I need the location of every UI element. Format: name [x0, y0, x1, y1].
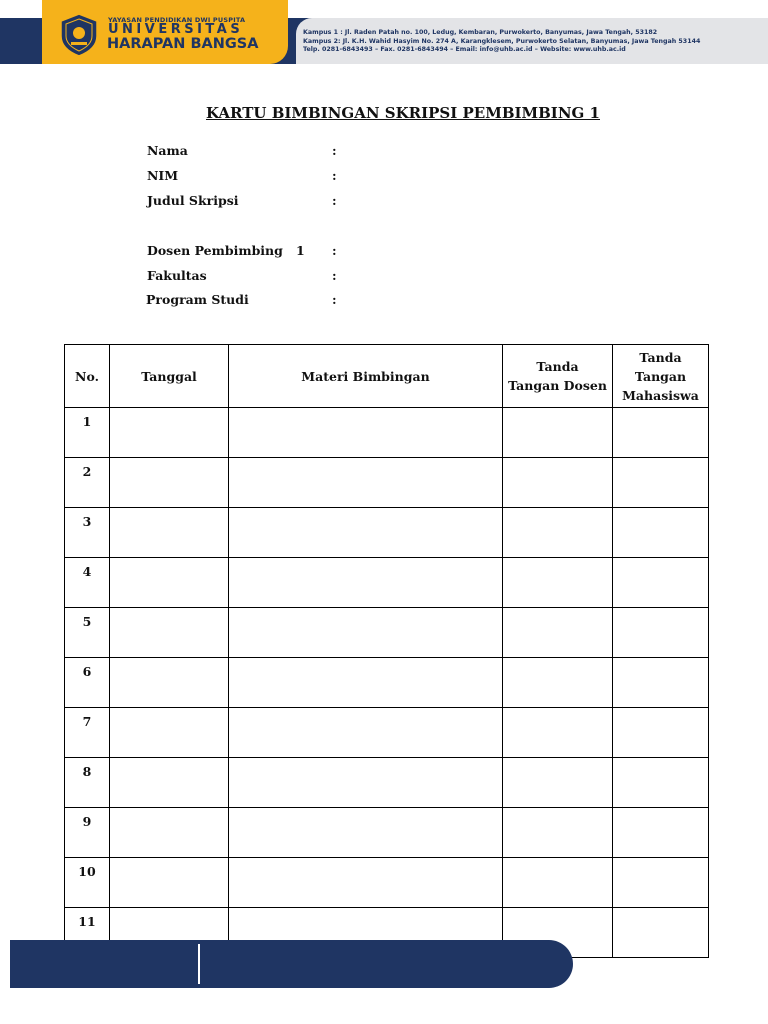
row-number: 4 [65, 558, 110, 608]
guidance-table [64, 344, 709, 958]
row-number: 11 [65, 908, 110, 958]
cell-tanggal [110, 508, 229, 558]
row-number: 9 [65, 808, 110, 858]
university-name-line1: UNIVERSITAS [108, 22, 244, 37]
header-tanggal: Tanggal [110, 345, 229, 408]
table-row [65, 458, 709, 508]
table-row [65, 858, 709, 908]
cell-ttd-mahasiswa [613, 858, 709, 908]
cell-ttd-dosen [503, 808, 613, 858]
row-number: 8 [65, 758, 110, 808]
header-materi-bimbingan: Materi Bimbingan [229, 345, 503, 408]
row-number: 7 [65, 708, 110, 758]
header-no: No. [65, 345, 110, 408]
field-colon: : [332, 292, 337, 307]
table-row [65, 708, 709, 758]
row-number: 1 [65, 408, 110, 458]
cell-ttd-dosen [503, 758, 613, 808]
field-colon: : [332, 268, 337, 283]
header-tanda-tangan-dosen [503, 345, 613, 408]
field-label-nim: NIM [147, 168, 179, 183]
cell-tanggal [110, 558, 229, 608]
cell-tanggal [110, 808, 229, 858]
row-number: 3 [65, 508, 110, 558]
cell-materi [229, 608, 503, 658]
header-ttd-dosen-line2: Tangan Dosen [508, 378, 607, 393]
cell-materi [229, 408, 503, 458]
field-label-dosen-pembimbing: Dosen Pembimbing 1 [147, 243, 305, 258]
cell-tanggal [110, 458, 229, 508]
contact-line: Telp. 0281-6843493 – Fax. 0281-6843494 – Email: info@uhb.ac.id – Website: www.uhb.ac.id [303, 46, 626, 54]
field-colon: : [332, 143, 337, 158]
cell-tanggal [110, 708, 229, 758]
cell-ttd-dosen [503, 608, 613, 658]
cell-ttd-mahasiswa [613, 908, 709, 958]
table-row [65, 408, 709, 458]
cell-tanggal [110, 758, 229, 808]
field-label-nama: Nama [147, 143, 188, 158]
field-colon: : [332, 168, 337, 183]
header-ttd-mhs-line3: Mahasiswa [622, 387, 699, 403]
cell-ttd-mahasiswa [613, 808, 709, 858]
header-tanda-tangan-mahasiswa [613, 345, 709, 408]
field-colon: : [332, 193, 337, 208]
university-name-line2: HARAPAN BANGSA [107, 36, 259, 52]
table-row [65, 658, 709, 708]
cell-materi [229, 458, 503, 508]
cell-ttd-dosen [503, 458, 613, 508]
campus-1-address: Kampus 1 : Jl. Raden Patah no. 100, Ledug, Kembaran, Purwokerto, Banyumas, Jawa Tengah, 53182 [303, 29, 658, 36]
row-number: 5 [65, 608, 110, 658]
cell-materi [229, 508, 503, 558]
cell-ttd-dosen [503, 408, 613, 458]
field-label-fakultas: Fakultas [147, 268, 207, 283]
header-ttd-mhs-line2: Tangan [634, 368, 687, 384]
cell-tanggal [110, 608, 229, 658]
cell-tanggal [110, 408, 229, 458]
cell-materi [229, 758, 503, 808]
table-row [65, 508, 709, 558]
cell-ttd-mahasiswa [613, 558, 709, 608]
cell-materi [229, 558, 503, 608]
cell-materi [229, 658, 503, 708]
cell-tanggal [110, 858, 229, 908]
cell-tanggal [110, 658, 229, 708]
cell-ttd-mahasiswa [613, 658, 709, 708]
campus-2-address: Kampus 2: Jl. K.H. Wahid Hasyim No. 274 A, Karangklesem, Purwokerto Selatan, Banyumas, Jawa Tengah 53144 [303, 37, 701, 45]
table-row [65, 808, 709, 858]
table-header-row [65, 345, 709, 408]
header-ttd-mhs-line1: Tanda [639, 349, 682, 365]
foundation-name: YAYASAN PENDIDIKAN DWI PUSPITA [108, 16, 246, 24]
document-title: KARTU BIMBINGAN SKRIPSI PEMBIMBING 1 [205, 104, 600, 122]
cell-ttd-mahasiswa [613, 508, 709, 558]
footer-divider [198, 944, 200, 984]
field-label-judul-skripsi: Judul Skripsi [147, 193, 239, 208]
field-colon: : [332, 243, 337, 258]
field-label-program-studi: Program Studi [146, 292, 249, 307]
cell-ttd-dosen [503, 858, 613, 908]
row-number: 10 [65, 858, 110, 908]
cell-ttd-dosen [503, 558, 613, 608]
header-ttd-dosen-line1: Tanda [536, 359, 579, 374]
table-row [65, 558, 709, 608]
row-number: 2 [65, 458, 110, 508]
cell-ttd-mahasiswa [613, 458, 709, 508]
row-number: 6 [65, 658, 110, 708]
table-row [65, 758, 709, 808]
cell-ttd-mahasiswa [613, 758, 709, 808]
cell-ttd-dosen [503, 508, 613, 558]
cell-materi [229, 708, 503, 758]
cell-materi [229, 808, 503, 858]
cell-ttd-mahasiswa [613, 708, 709, 758]
table-row [65, 608, 709, 658]
cell-ttd-dosen [503, 708, 613, 758]
campus-address-block [303, 29, 700, 55]
cell-ttd-mahasiswa [613, 608, 709, 658]
footer-bar [10, 940, 573, 988]
cell-ttd-dosen [503, 658, 613, 708]
university-logo-icon [56, 12, 102, 58]
cell-materi [229, 858, 503, 908]
cell-ttd-mahasiswa [613, 408, 709, 458]
